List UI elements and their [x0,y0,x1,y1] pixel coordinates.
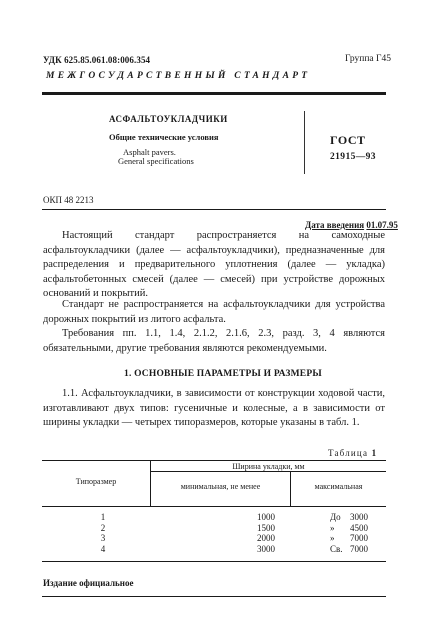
section-paragraph: 1.1. Асфальтоукладчики, в зависимости от конструкции ходовой части, изготавливают двух типов: гусеничные и колесные, а в зависимости от ширины укладки — четырех типоразмеров, которые указаны в табл. 1. [43,388,385,428]
footer-rule [42,596,386,597]
table-caption-word: Таблица [328,448,369,458]
udk-code: УДК 625.85.061.08:006.354 [43,55,151,65]
standard-title: МЕЖГОСУДАРСТВЕННЫЙ СТАНДАРТ [46,71,311,81]
table-bottom-rule [42,561,386,562]
intro-paragraph: Настоящий стандарт распространяется на самоходные асфальтоукладчики (далее — асфальтоукладчики), предназначенные для распределения и предварительного уплотнения (далее — укладка) асфальтобетонных смесей (далее — смесей) при устройстве дорожных оснований и покрытий. [43,230,385,299]
title-divider [304,111,305,174]
requirements-paragraph: Требования пп. 1.1, 1.4, 2.1.2, 2.1.6, 2.3, разд. 3, 4 являются обязательными, другие требования являются рекомендуемыми. [43,328,385,354]
table-caption [328,448,376,458]
table-subheader-rule [150,471,386,472]
table-top-rule [42,460,386,461]
english-title: Asphalt pavers. [123,147,176,157]
table-header-width: Ширина укладки, мм [232,462,305,471]
table-types-column: 1 2 3 4 [100,512,106,554]
gost-label: ГОСТ [330,133,366,147]
table-header-max: максимальная [314,482,363,491]
table-max-prefix-column: До » » Св. [330,512,343,554]
table-header-rule [42,506,386,507]
group-code: Группа Г45 [345,54,392,64]
scope-exclusion-paragraph: Стандарт не распространяется на асфальтоукладчики для устройства дорожных покрытий из литого асфальта. [43,299,385,325]
gost-number: 21915—93 [330,152,376,162]
edition-note: Издание официальное [43,578,134,588]
introduction-date-value: 01.07.95 [366,220,398,230]
document-subtitle: Общие технические условия [109,132,219,142]
document-title: АСФАЛЬТОУКЛАДЧИКИ [109,114,228,124]
table-max-value-column: 3000 4500 7000 7000 [350,512,368,554]
introduction-date-label: Дата введения [305,220,365,230]
section-heading: 1. ОСНОВНЫЕ ПАРАМЕТРЫ И РАЗМЕРЫ [124,369,322,379]
table-header-min: минимальная, не менее [180,482,261,491]
header-rule [42,92,386,95]
okp-code: ОКП 48 2213 [43,195,94,205]
table-min-column: 1000 1500 2000 3000 [257,512,275,554]
table-header-type: Типоразмер [75,477,117,486]
okp-rule [42,209,386,210]
table-caption-number: 1 [371,448,377,458]
english-subtitle: General specifications [118,156,194,166]
